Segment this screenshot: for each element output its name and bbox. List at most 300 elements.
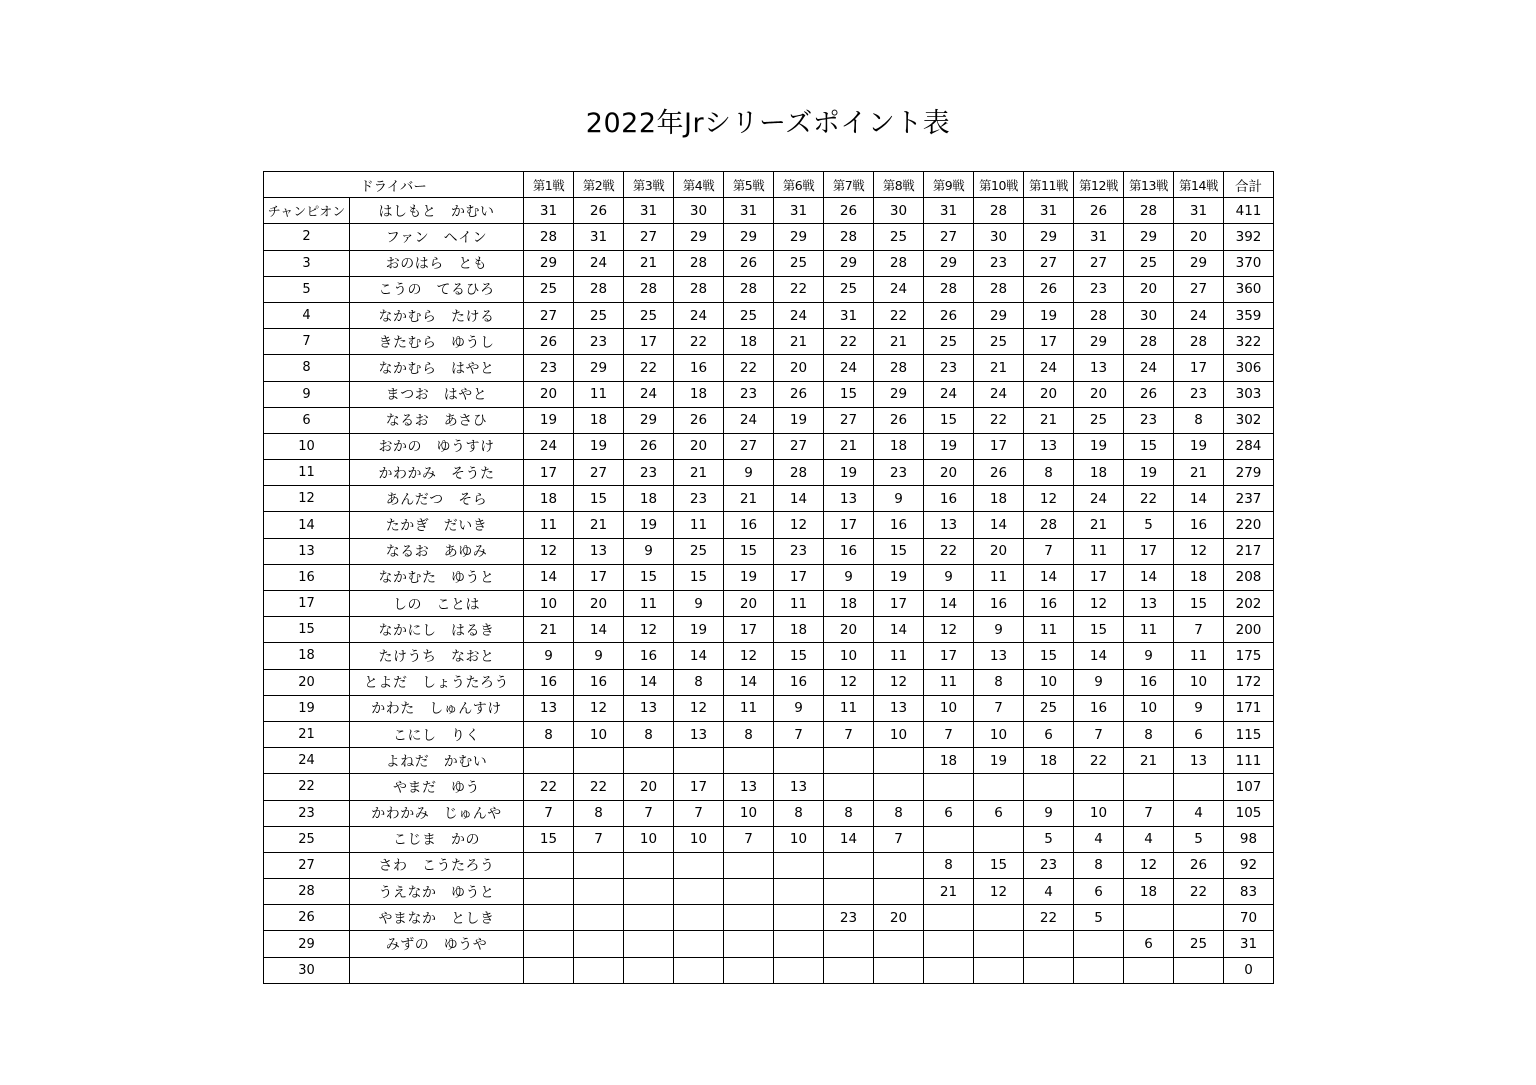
points-cell: 22 (624, 355, 674, 381)
points-cell: 24 (674, 302, 724, 328)
points-cell: 27 (924, 224, 974, 250)
points-cell: 17 (624, 329, 674, 355)
points-cell: 12 (1124, 852, 1174, 878)
points-cell: 17 (1024, 329, 1074, 355)
points-cell: 23 (724, 381, 774, 407)
points-cell: 20 (824, 617, 874, 643)
driver-name-cell: おのはら とも (350, 250, 524, 276)
points-cell: 27 (1074, 250, 1124, 276)
points-cell: 25 (724, 302, 774, 328)
points-cell: 12 (724, 643, 774, 669)
points-cell: 14 (824, 826, 874, 852)
driver-name-cell: かわた しゅんすけ (350, 695, 524, 721)
points-cell: 8 (874, 800, 924, 826)
points-cell: 7 (724, 826, 774, 852)
points-cell: 22 (774, 276, 824, 302)
driver-name-cell: ファン ヘイン (350, 224, 524, 250)
points-cell: 13 (974, 643, 1024, 669)
points-cell: 23 (674, 486, 724, 512)
points-cell (1124, 905, 1174, 931)
points-cell (1074, 774, 1124, 800)
points-cell: 9 (924, 564, 974, 590)
points-cell (1124, 774, 1174, 800)
total-cell: 306 (1224, 355, 1274, 381)
points-cell: 26 (1174, 852, 1224, 878)
points-cell: 20 (524, 381, 574, 407)
points-cell: 22 (874, 302, 924, 328)
total-cell: 107 (1224, 774, 1274, 800)
points-cell: 15 (724, 538, 774, 564)
points-cell (724, 748, 774, 774)
points-cell: 14 (874, 617, 924, 643)
points-cell (924, 774, 974, 800)
points-cell: 28 (574, 276, 624, 302)
points-cell: 29 (1174, 250, 1224, 276)
points-cell (824, 774, 874, 800)
points-cell: 8 (574, 800, 624, 826)
points-cell: 20 (674, 433, 724, 459)
points-cell: 29 (524, 250, 574, 276)
points-cell (574, 905, 624, 931)
rank-cell: 14 (264, 512, 350, 538)
rank-cell: 15 (264, 617, 350, 643)
points-cell: 21 (774, 329, 824, 355)
points-cell: 10 (574, 721, 624, 747)
rank-cell: 29 (264, 931, 350, 957)
points-cell: 24 (874, 276, 924, 302)
points-cell: 7 (974, 695, 1024, 721)
points-cell: 5 (1074, 905, 1124, 931)
points-cell: 21 (824, 433, 874, 459)
points-cell: 26 (674, 407, 724, 433)
points-cell: 25 (874, 224, 924, 250)
points-cell: 31 (1024, 198, 1074, 224)
points-cell: 31 (1174, 198, 1224, 224)
points-cell: 4 (1174, 800, 1224, 826)
driver-name-cell: かわかみ じゅんや (350, 800, 524, 826)
points-cell: 27 (724, 433, 774, 459)
points-cell: 12 (624, 617, 674, 643)
points-cell (624, 852, 674, 878)
points-cell: 26 (574, 198, 624, 224)
points-cell: 9 (624, 538, 674, 564)
points-cell: 17 (524, 460, 574, 486)
table-row (264, 407, 1274, 433)
points-cell (724, 931, 774, 957)
points-cell: 23 (974, 250, 1024, 276)
points-cell: 29 (774, 224, 824, 250)
race-header: 第3戦 (624, 172, 674, 198)
table-row (264, 460, 1274, 486)
points-cell: 29 (674, 224, 724, 250)
points-cell: 15 (524, 826, 574, 852)
rank-cell: 8 (264, 355, 350, 381)
points-cell: 22 (924, 538, 974, 564)
points-cell: 24 (1174, 302, 1224, 328)
race-header: 第10戦 (974, 172, 1024, 198)
points-cell: 21 (924, 879, 974, 905)
points-cell: 29 (824, 250, 874, 276)
points-cell: 28 (1024, 512, 1074, 538)
points-cell: 21 (1174, 460, 1224, 486)
table-row (264, 800, 1274, 826)
points-cell: 14 (1174, 486, 1224, 512)
total-cell: 279 (1224, 460, 1274, 486)
points-cell: 29 (624, 407, 674, 433)
driver-name-cell: とよだ しょうたろう (350, 669, 524, 695)
driver-name-cell: やまだ ゆう (350, 774, 524, 800)
points-cell: 19 (1024, 302, 1074, 328)
points-cell (674, 852, 724, 878)
points-cell: 18 (724, 329, 774, 355)
points-cell: 13 (724, 774, 774, 800)
points-cell: 8 (1174, 407, 1224, 433)
points-cell: 17 (774, 564, 824, 590)
points-cell (974, 826, 1024, 852)
points-cell: 23 (524, 355, 574, 381)
points-cell: 8 (974, 669, 1024, 695)
points-cell: 14 (574, 617, 624, 643)
race-header: 第9戦 (924, 172, 974, 198)
points-cell: 19 (974, 748, 1024, 774)
rank-cell: チャンピオン (264, 198, 350, 224)
points-cell: 22 (974, 407, 1024, 433)
points-cell: 4 (1074, 826, 1124, 852)
points-cell: 17 (1174, 355, 1224, 381)
table-row (264, 381, 1274, 407)
total-cell: 284 (1224, 433, 1274, 459)
points-cell: 19 (774, 407, 824, 433)
points-cell: 9 (1024, 800, 1074, 826)
points-cell (624, 931, 674, 957)
points-cell (1174, 774, 1224, 800)
points-cell: 16 (924, 486, 974, 512)
points-cell (874, 774, 924, 800)
points-cell: 28 (674, 276, 724, 302)
total-cell: 105 (1224, 800, 1274, 826)
total-cell: 171 (1224, 695, 1274, 721)
race-header: 第5戦 (724, 172, 774, 198)
points-cell: 7 (1074, 721, 1124, 747)
points-cell: 23 (1024, 852, 1074, 878)
points-cell: 10 (824, 643, 874, 669)
points-cell: 29 (1024, 224, 1074, 250)
points-cell: 8 (824, 800, 874, 826)
points-cell: 20 (624, 774, 674, 800)
points-cell: 11 (824, 695, 874, 721)
points-cell: 20 (924, 460, 974, 486)
points-cell (1024, 931, 1074, 957)
points-cell: 28 (874, 355, 924, 381)
points-cell: 26 (1074, 198, 1124, 224)
driver-name-cell: なかにし はるき (350, 617, 524, 643)
points-cell: 26 (924, 302, 974, 328)
points-cell (524, 905, 574, 931)
points-cell: 14 (974, 512, 1024, 538)
points-cell: 24 (574, 250, 624, 276)
points-cell: 6 (1074, 879, 1124, 905)
rank-cell: 18 (264, 643, 350, 669)
points-cell: 13 (1074, 355, 1124, 381)
points-cell: 4 (1024, 879, 1074, 905)
points-cell: 28 (1074, 302, 1124, 328)
points-cell: 19 (874, 564, 924, 590)
points-cell: 11 (1124, 617, 1174, 643)
total-cell: 370 (1224, 250, 1274, 276)
points-cell: 27 (574, 460, 624, 486)
points-cell: 9 (524, 643, 574, 669)
points-cell (774, 905, 824, 931)
points-cell: 15 (624, 564, 674, 590)
total-cell: 92 (1224, 852, 1274, 878)
points-cell: 12 (524, 538, 574, 564)
points-cell: 28 (1174, 329, 1224, 355)
total-cell: 411 (1224, 198, 1274, 224)
table-row (264, 905, 1274, 931)
points-cell: 15 (1124, 433, 1174, 459)
points-cell: 29 (1074, 329, 1124, 355)
points-cell: 29 (974, 302, 1024, 328)
points-cell: 9 (574, 643, 624, 669)
points-cell: 7 (674, 800, 724, 826)
points-cell: 16 (524, 669, 574, 695)
points-cell: 16 (724, 512, 774, 538)
driver-name-cell: さわ こうたろう (350, 852, 524, 878)
points-cell: 31 (724, 198, 774, 224)
points-cell: 13 (824, 486, 874, 512)
points-cell: 19 (1074, 433, 1124, 459)
driver-name-cell: なかむら はやと (350, 355, 524, 381)
points-cell: 25 (624, 302, 674, 328)
points-table (263, 171, 1274, 984)
table-row (264, 643, 1274, 669)
points-cell: 14 (724, 669, 774, 695)
points-cell: 19 (1124, 460, 1174, 486)
points-cell: 18 (874, 433, 924, 459)
points-cell: 27 (524, 302, 574, 328)
rank-cell: 10 (264, 433, 350, 459)
table-row (264, 302, 1274, 328)
points-cell: 18 (924, 748, 974, 774)
driver-name-cell: あんだつ そら (350, 486, 524, 512)
points-cell: 13 (874, 695, 924, 721)
points-cell: 5 (1024, 826, 1074, 852)
points-cell: 19 (624, 512, 674, 538)
race-header: 第11戦 (1024, 172, 1074, 198)
points-cell: 11 (874, 643, 924, 669)
race-header: 第4戦 (674, 172, 724, 198)
rank-cell: 4 (264, 302, 350, 328)
points-cell: 25 (524, 276, 574, 302)
points-cell: 18 (674, 381, 724, 407)
points-cell: 27 (774, 433, 824, 459)
points-cell: 21 (1074, 512, 1124, 538)
total-cell: 200 (1224, 617, 1274, 643)
points-cell: 15 (774, 643, 824, 669)
points-cell: 12 (674, 695, 724, 721)
points-cell: 5 (1174, 826, 1224, 852)
points-cell: 12 (1074, 591, 1124, 617)
points-cell: 24 (724, 407, 774, 433)
points-cell: 7 (624, 800, 674, 826)
points-cell: 10 (874, 721, 924, 747)
points-cell (574, 957, 624, 983)
points-cell: 20 (1024, 381, 1074, 407)
table-row (264, 721, 1274, 747)
points-cell (924, 957, 974, 983)
points-cell: 27 (624, 224, 674, 250)
points-cell: 12 (924, 617, 974, 643)
points-cell: 9 (1174, 695, 1224, 721)
points-cell: 14 (1074, 643, 1124, 669)
points-cell: 12 (974, 879, 1024, 905)
driver-name-cell: うえなか ゆうと (350, 879, 524, 905)
points-cell: 29 (924, 250, 974, 276)
points-cell: 16 (824, 538, 874, 564)
points-cell: 9 (774, 695, 824, 721)
table-row (264, 276, 1274, 302)
points-cell: 26 (524, 329, 574, 355)
points-cell (774, 748, 824, 774)
total-cell: 0 (1224, 957, 1274, 983)
driver-name-cell: なるお あゆみ (350, 538, 524, 564)
driver-name-cell: はしもと かむい (350, 198, 524, 224)
table-row (264, 669, 1274, 695)
points-cell: 14 (924, 591, 974, 617)
points-cell (1074, 957, 1124, 983)
points-cell: 11 (724, 695, 774, 721)
points-cell: 16 (1124, 669, 1174, 695)
points-cell: 31 (774, 198, 824, 224)
points-cell (924, 826, 974, 852)
points-cell (1074, 931, 1124, 957)
points-cell (874, 879, 924, 905)
points-cell (524, 879, 574, 905)
points-cell: 28 (674, 250, 724, 276)
points-cell: 24 (924, 381, 974, 407)
points-cell: 8 (1024, 460, 1074, 486)
points-cell: 13 (574, 538, 624, 564)
points-cell: 22 (1124, 486, 1174, 512)
points-cell: 9 (874, 486, 924, 512)
points-cell: 28 (974, 198, 1024, 224)
points-cell: 25 (974, 329, 1024, 355)
points-cell: 31 (574, 224, 624, 250)
total-cell: 322 (1224, 329, 1274, 355)
driver-name-cell: きたむら ゆうし (350, 329, 524, 355)
points-cell: 6 (974, 800, 1024, 826)
table-row (264, 931, 1274, 957)
rank-cell: 7 (264, 329, 350, 355)
table-row (264, 224, 1274, 250)
points-cell: 18 (574, 407, 624, 433)
points-cell: 6 (1124, 931, 1174, 957)
points-cell: 11 (624, 591, 674, 617)
points-cell: 8 (774, 800, 824, 826)
rank-cell: 6 (264, 407, 350, 433)
points-cell: 16 (974, 591, 1024, 617)
points-cell: 14 (674, 643, 724, 669)
points-cell (574, 852, 624, 878)
rank-cell: 17 (264, 591, 350, 617)
table-row (264, 879, 1274, 905)
points-cell: 8 (1074, 852, 1124, 878)
points-cell: 22 (674, 329, 724, 355)
points-cell: 10 (674, 826, 724, 852)
points-cell: 17 (874, 591, 924, 617)
points-cell: 30 (674, 198, 724, 224)
total-cell: 302 (1224, 407, 1274, 433)
total-cell: 217 (1224, 538, 1274, 564)
driver-header: ドライバー (264, 172, 524, 198)
table-body (264, 198, 1274, 984)
points-cell: 24 (774, 302, 824, 328)
points-cell: 8 (624, 721, 674, 747)
points-cell: 11 (774, 591, 824, 617)
points-cell: 17 (724, 617, 774, 643)
points-cell: 25 (824, 276, 874, 302)
points-cell: 8 (724, 721, 774, 747)
total-cell: 360 (1224, 276, 1274, 302)
points-cell (824, 748, 874, 774)
points-cell: 28 (1124, 329, 1174, 355)
points-cell (1024, 957, 1074, 983)
points-cell: 28 (924, 276, 974, 302)
points-cell (874, 957, 924, 983)
points-cell: 5 (1124, 512, 1174, 538)
points-cell: 31 (624, 198, 674, 224)
points-cell: 22 (724, 355, 774, 381)
points-cell: 10 (724, 800, 774, 826)
rank-cell: 16 (264, 564, 350, 590)
driver-name-cell: たかぎ だいき (350, 512, 524, 538)
points-cell: 18 (974, 486, 1024, 512)
table-row (264, 852, 1274, 878)
table-row (264, 198, 1274, 224)
points-cell (724, 957, 774, 983)
points-cell (974, 774, 1024, 800)
points-cell: 25 (1074, 407, 1124, 433)
points-cell: 20 (1124, 276, 1174, 302)
rank-cell: 30 (264, 957, 350, 983)
points-cell: 11 (1174, 643, 1224, 669)
page-title: 2022年Jrシリーズポイント表 (585, 108, 951, 139)
header-row (264, 172, 1274, 198)
points-cell: 19 (574, 433, 624, 459)
points-cell: 10 (774, 826, 824, 852)
points-cell (524, 852, 574, 878)
points-cell: 13 (924, 512, 974, 538)
points-cell (624, 957, 674, 983)
points-cell (924, 931, 974, 957)
points-cell: 25 (1024, 695, 1074, 721)
points-cell: 15 (874, 538, 924, 564)
points-cell: 21 (874, 329, 924, 355)
points-cell: 21 (624, 250, 674, 276)
points-cell: 23 (1074, 276, 1124, 302)
rank-cell: 22 (264, 774, 350, 800)
points-cell: 21 (974, 355, 1024, 381)
points-cell (824, 931, 874, 957)
table-row (264, 355, 1274, 381)
rank-cell: 12 (264, 486, 350, 512)
rank-cell: 9 (264, 381, 350, 407)
total-cell: 175 (1224, 643, 1274, 669)
driver-name-cell: こにし りく (350, 721, 524, 747)
points-cell: 13 (524, 695, 574, 721)
total-cell: 208 (1224, 564, 1274, 590)
points-cell: 22 (524, 774, 574, 800)
